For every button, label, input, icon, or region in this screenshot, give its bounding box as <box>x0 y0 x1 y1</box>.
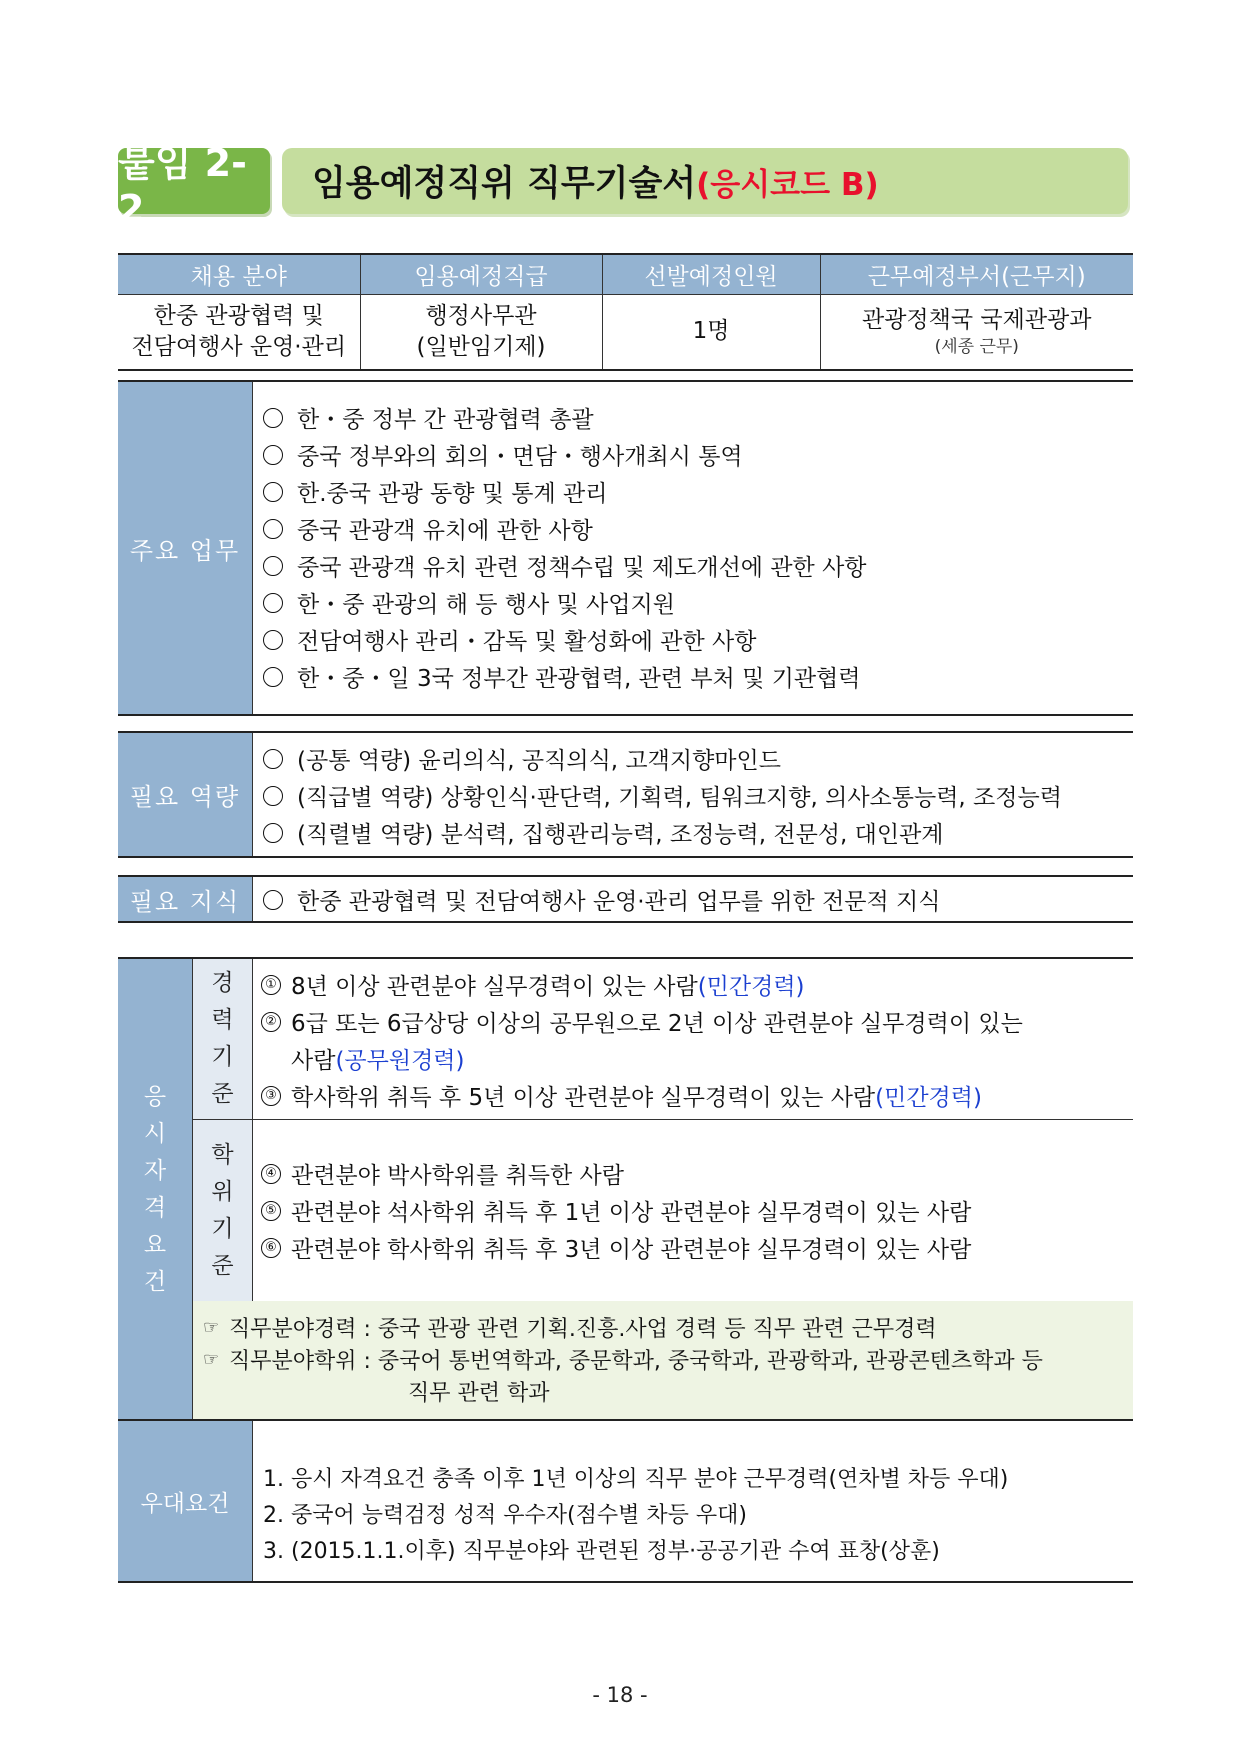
note-item-continued: 직무 관련 학과 <box>408 1380 550 1406</box>
qualification-section <box>118 957 1133 1419</box>
list-item: 1. 응시 자격요건 충족 이후 1년 이상의 직무 분야 근무경력(연차별 차등 우대) <box>263 1466 1009 1492</box>
list-item: 중국 관광객 유치에 관한 사항 <box>261 510 1133 547</box>
document-title <box>282 148 1128 214</box>
list-item: (직렬별 역량) 분석력, 집행관리능력, 조정능력, 전문성, 대인관계 <box>261 814 1133 851</box>
col-header-rank: 임용예정직급 <box>360 254 602 294</box>
qualification-label: 응 시 자 격 요 건 <box>118 959 193 1421</box>
col-header-dept: 근무예정부서(근무지) <box>820 254 1133 294</box>
cell-dept: 관광정책국 국제관광과 (세종 근무) <box>820 294 1133 370</box>
cell-count: 1명 <box>602 294 820 370</box>
attachment-badge: 붙임 2-2 <box>118 148 270 214</box>
list-item: ⑥ 관련분야 학사학위 취득 후 3년 이상 관련분야 실무경력이 있는 사람 <box>261 1229 1133 1266</box>
circle-bullet-icon <box>263 786 283 806</box>
duties-label: 주요 업무 <box>118 382 253 714</box>
list-item: ③ 학사학위 취득 후 5년 이상 관련분야 실무경력이 있는 사람 (민간경력) <box>261 1077 1133 1114</box>
circle-bullet-icon <box>263 593 283 613</box>
circle-bullet-icon <box>263 667 283 687</box>
circle-bullet-icon <box>263 445 283 465</box>
knowledge-label: 필요 지식 <box>118 877 253 921</box>
qualification-notes <box>193 1301 1133 1421</box>
career-criteria-label: 경 력 기 준 <box>193 959 253 1119</box>
pointing-hand-icon: ☞ <box>203 1316 220 1338</box>
list-item: 2. 중국어 능력검정 성적 우수자(점수별 차등 우대) <box>263 1502 747 1528</box>
career-criteria-list <box>253 966 1133 1114</box>
cell-rank: 행정사무관 (일반임기제) <box>360 294 602 370</box>
cell-field: 한중 관광협력 및 전담여행사 운영·관리 <box>118 294 360 370</box>
list-item: 3. (2015.1.1.이후) 직무분야와 관련된 정부·공공기관 수여 표창(상훈) <box>263 1538 940 1564</box>
duties-section <box>118 380 1133 716</box>
page-number: - 18 - <box>592 1683 648 1707</box>
list-item: (공통 역량) 윤리의식, 공직의식, 고객지향마인드 <box>261 740 1133 777</box>
degree-criteria-label: 학 위 기 준 <box>193 1120 253 1301</box>
exam-code: (응시코드 B) <box>696 166 879 203</box>
circle-bullet-icon <box>263 630 283 650</box>
list-item: 한.중국 관광 동향 및 통계 관리 <box>261 473 1133 510</box>
degree-criteria-list <box>253 1155 1133 1266</box>
list-item: 한중 관광협력 및 전담여행사 운영·관리 업무를 위한 전문적 지식 <box>261 881 1133 918</box>
list-item: ② 6급 또는 6급상당 이상의 공무원으로 2년 이상 관련분야 실무경력이 있는 <box>261 1003 1133 1040</box>
list-item: ④ 관련분야 박사학위를 취득한 사람 <box>261 1155 1133 1192</box>
competency-section <box>118 731 1133 858</box>
col-header-field: 채용 분야 <box>118 254 360 294</box>
list-item: 중국 관광객 유치 관련 정책수립 및 제도개선에 관한 사항 <box>261 547 1133 584</box>
circle-bullet-icon <box>263 482 283 502</box>
circle-bullet-icon <box>263 749 283 769</box>
circle-bullet-icon <box>263 408 283 428</box>
title-main: 임용예정직위 직무기술서 <box>312 164 697 204</box>
list-item-continued: 사람 (공무원경력) <box>291 1048 465 1074</box>
knowledge-section <box>118 875 1133 923</box>
pointing-hand-icon: ☞ <box>203 1348 220 1370</box>
recruitment-summary-table <box>118 253 1133 371</box>
list-item: (직급별 역량) 상황인식·판단력, 기획력, 팀워크지향, 의사소통능력, 조정능력 <box>261 777 1133 814</box>
competency-label: 필요 역량 <box>118 733 253 856</box>
list-item: 한・중・일 3국 정부간 관광협력, 관련 부처 및 기관협력 <box>261 658 1133 695</box>
note-item: ☞ 직무분야학위 : 중국어 통번역학과, 중문학과, 중국학과, 관광학과, 관광콘텐츠학과 등 <box>203 1348 1043 1374</box>
list-item: 전담여행사 관리・감독 및 활성화에 관한 사항 <box>261 621 1133 658</box>
preference-label: 우대요건 <box>118 1421 253 1581</box>
list-item: 중국 정부와의 회의・면담・행사개최시 통역 <box>261 436 1133 473</box>
circle-bullet-icon <box>263 556 283 576</box>
list-item: 한・중 정부 간 관광협력 총괄 <box>261 399 1133 436</box>
col-header-count: 선발예정인원 <box>602 254 820 294</box>
note-item: ☞ 직무분야경력 : 중국 관광 관련 기획.진흥.사업 경력 등 직무 관련 근무경력 <box>203 1316 937 1342</box>
list-item: ① 8년 이상 관련분야 실무경력이 있는 사람 (민간경력) <box>261 966 1133 1003</box>
list-item: ⑤ 관련분야 석사학위 취득 후 1년 이상 관련분야 실무경력이 있는 사람 <box>261 1192 1133 1229</box>
circle-bullet-icon <box>263 823 283 843</box>
preference-section <box>118 1419 1133 1583</box>
circle-bullet-icon <box>263 519 283 539</box>
circle-bullet-icon <box>263 890 283 910</box>
list-item: 한・중 관광의 해 등 행사 및 사업지원 <box>261 584 1133 621</box>
